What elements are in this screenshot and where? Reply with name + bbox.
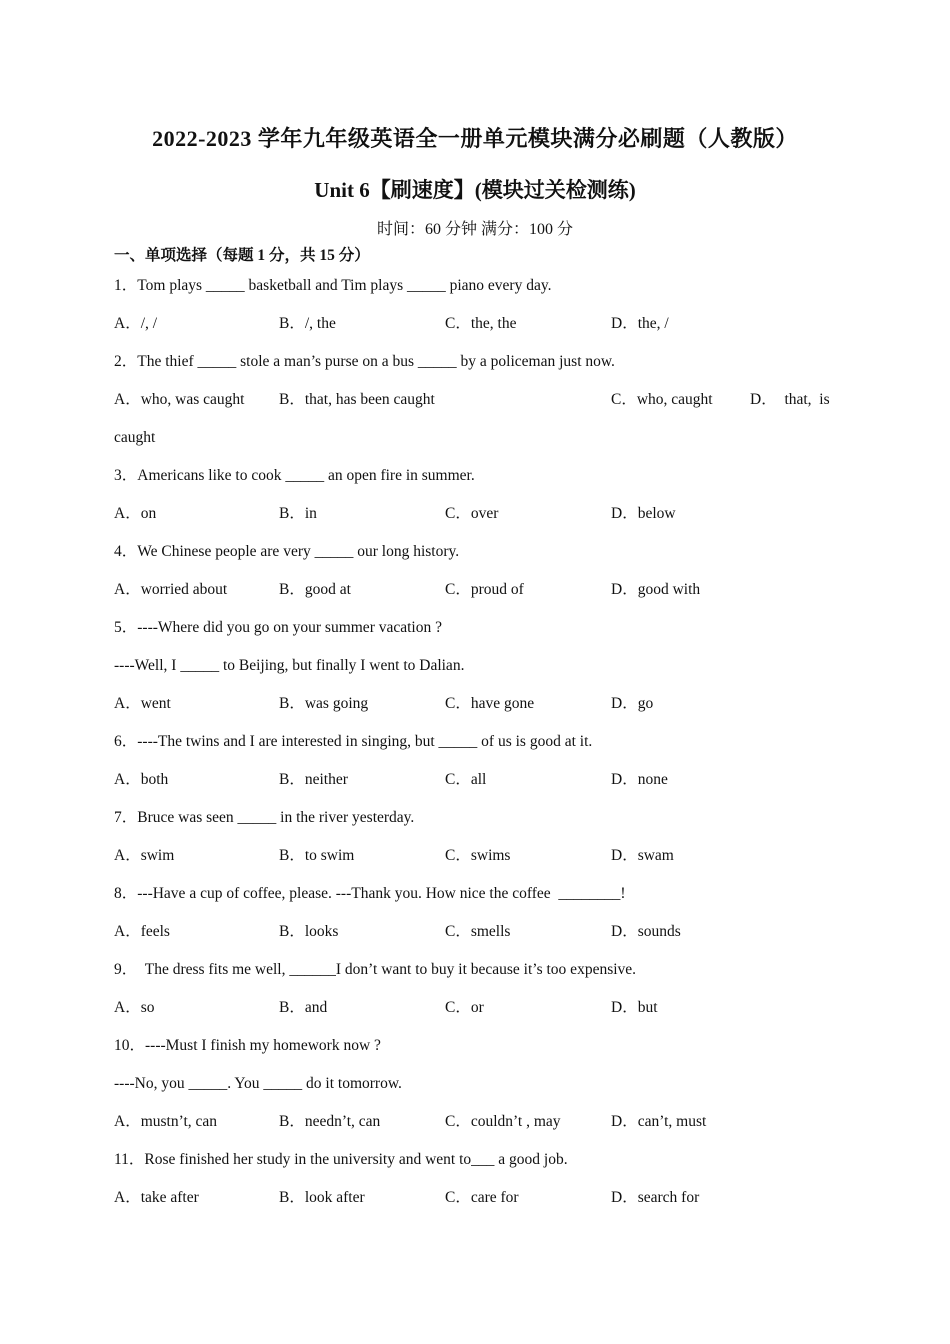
question-4-option-b: B．good at — [279, 581, 351, 598]
question-11-option-c: C．care for — [445, 1189, 519, 1206]
question-1-option-a: A．/, / — [114, 315, 158, 332]
question-5-stem: 5．----Where did you go on your summer vacation ? — [114, 619, 442, 636]
question-6-option-b: B．neither — [279, 771, 348, 788]
question-11-stem: 11．Rose finished her study in the university and went to___ a good job. — [114, 1151, 568, 1168]
question-4-stem: 4．We Chinese people are very _____ our long history. — [114, 543, 460, 560]
question-7-option-b: B．to swim — [279, 847, 355, 864]
question-3-option-d: D．below — [611, 505, 676, 522]
question-2-stem: 2．The thief _____ stole a man’s purse on a bus _____ by a policeman just now. — [114, 353, 615, 370]
question-10-option-c: C．couldn’t , may — [445, 1113, 561, 1130]
question-1-option-d: D．the, / — [611, 315, 669, 332]
question-5-option-d: D．go — [611, 695, 654, 712]
question-1-stem: 1．Tom plays _____ basketball and Tim plays _____ piano every day. — [114, 277, 552, 294]
question-8-option-c: C．smells — [445, 923, 511, 940]
question-3-option-b: B．in — [279, 505, 317, 522]
question-6-option-d: D．none — [611, 771, 668, 788]
page-subtitle: Unit 6【刷速度】(模块过关检测练) — [314, 178, 636, 202]
question-7-option-a: A．swim — [114, 847, 175, 864]
question-9-option-d: D．but — [611, 999, 658, 1016]
question-11-option-d: D．search for — [611, 1189, 700, 1206]
question-2-option-d-wrap: caught — [114, 429, 156, 446]
question-11-option-b: B．look after — [279, 1189, 365, 1206]
question-5-stem-line-2: ----Well, I _____ to Beijing, but finally I went to Dalian. — [114, 657, 465, 674]
question-6-option-a: A．both — [114, 771, 169, 788]
question-9-option-a: A．so — [114, 999, 155, 1016]
question-6-option-c: C．all — [445, 771, 487, 788]
question-4-option-c: C．proud of — [445, 581, 524, 598]
question-10-option-d: D．can’t, must — [611, 1113, 707, 1130]
question-3-stem: 3．Americans like to cook _____ an open fire in summer. — [114, 467, 475, 484]
section-heading: 一、单项选择（每题 1 分，共 15 分） — [114, 247, 370, 264]
question-7-stem: 7．Bruce was seen _____ in the river yesterday. — [114, 809, 415, 826]
question-9-option-c: C．or — [445, 999, 484, 1016]
question-4-option-a: A．worried about — [114, 581, 228, 598]
question-5-option-b: B．was going — [279, 695, 369, 712]
question-2-option-b: B．that, has been caught — [279, 391, 435, 408]
question-6-stem: 6．----The twins and I are interested in singing, but _____ of us is good at it. — [114, 733, 593, 750]
question-10-stem-line-2: ----No, you _____. You _____ do it tomorrow. — [114, 1075, 402, 1092]
question-3-option-c: C．over — [445, 505, 499, 522]
question-10-stem: 10．----Must I finish my homework now ? — [114, 1037, 381, 1054]
question-10-option-b: B．needn’t, can — [279, 1113, 381, 1130]
question-10-option-a: A．mustn’t, can — [114, 1113, 218, 1130]
question-2-option-a: A．who, was caught — [114, 391, 245, 408]
exam-meta: 时间：60 分钟 满分：100 分 — [376, 221, 573, 238]
question-8-option-d: D．sounds — [611, 923, 681, 940]
page-title: 2022-2023 学年九年级英语全一册单元模块满分必刷题（人教版） — [152, 126, 798, 151]
question-1-option-c: C．the, the — [445, 315, 517, 332]
question-7-option-d: D．swam — [611, 847, 674, 864]
question-9-stem: 9． The dress fits me well, ______I don’t want to buy it because it’s too expensive. — [114, 961, 637, 978]
question-8-stem: 8．---Have a cup of coffee, please. ---Thank you. How nice the coffee ________! — [114, 885, 626, 902]
question-1-option-b: B．/, the — [279, 315, 336, 332]
question-2-option-d: D． that, is — [750, 391, 830, 408]
question-5-option-a: A．went — [114, 695, 171, 712]
question-7-option-c: C．swims — [445, 847, 511, 864]
question-8-option-a: A．feels — [114, 923, 170, 940]
question-5-option-c: C．have gone — [445, 695, 535, 712]
question-11-option-a: A．take after — [114, 1189, 199, 1206]
question-8-option-b: B．looks — [279, 923, 339, 940]
question-4-option-d: D．good with — [611, 581, 701, 598]
question-3-option-a: A．on — [114, 505, 157, 522]
question-9-option-b: B．and — [279, 999, 328, 1016]
question-2-option-c: C．who, caught — [611, 391, 713, 408]
